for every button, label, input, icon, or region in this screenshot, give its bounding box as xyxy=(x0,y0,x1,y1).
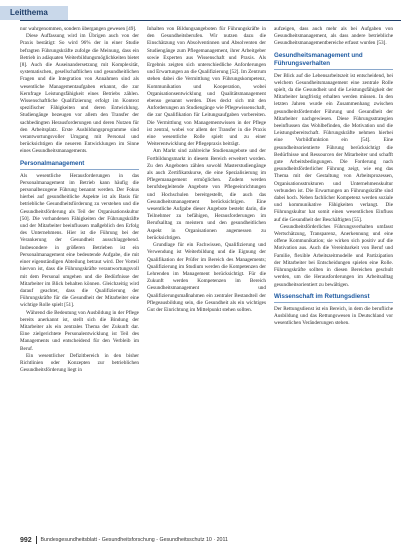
paragraph: Während die Bedeutung von Ausbildung in der Pflege bereits anerkannt ist, stellt sich die Bindung der Mitarbeiter als ein zentrales Thema der Zukunft dar. Eine zielgerichtete Personalentwicklung ist Teil des Managements und entscheidend für den Verbleib im Beruf. xyxy=(20,309,139,352)
paragraph: Grundlage für ein Fachwissen, Qualifizierung und Verwendung ist Weiterbildung und die Eignung der Qualifikation der Prüfer im Bereich des Managements; Qualifizierung im Studium werden die Kompetenzen der Lehrenden im Management berücksichtigt. Für die Zukunft werden Kompetenzen im Bereich Gesundheitsmanagement und Qualifizierungsmaßnahmen ein zentraler Bestandteil der Pflegeausbildung sein, die Gesundheit als ein wichtiges Gut der Einrichtung im Mittelpunkt stehen sollten. xyxy=(147,242,266,313)
header-rule xyxy=(20,20,401,21)
paragraph: Am Markt sind zahlreiche Studienangebote und der Fortbildungsmarkt in diesem Bereich erweitert worden. Zu den Angeboten zählen sowohl Masterstudiengänge als auch Zertifikatskurse, die eine Spezialisierung im Pflegemanagement ermöglichen. Zudem werden berufsbegleitende Angebote von Pflegeeinrichtungen und Hochschulen bereitgestellt, die auch das Gesundheitsmanagement berücksichtigen. Eine wesentliche Aufgabe dieser Angebote besteht darin, die Teilnehmer zu befähigen, Herausforderungen im Berufsalltag zu meistern und den gesundheitlichen Aspekt in Organisationen angemessen zu berücksichtigen. xyxy=(147,148,266,241)
paragraph: Als wesentliche Herausforderungen in das Personalmanagement im Betrieb kann häufig die personalbezogene Führung benannt werden. Der Fokus hierbei auf gesundheitliche Aspekte ist als Basis für betriebliche Gesundheitsförderung zu verstehen und die Gesundheitsförderung als Teil der Organisationskultur [50]. Die vorhandenen Fähigkeiten der Führungskräfte und der Mitarbeiter beeinflussen maßgeblich den Erfolg des Unternehmens. Hier ist die Führung bei der Verankerung der Gesundheit ausschlaggebend. Insbesondere in größeren Betrieben ist ein Personalmanagement eine bedeutende Aufgabe, die mit einer eigenständigen Abteilung betraut wird. Der Vorteil hiervon ist, dass die Führungskräfte verantwortungsvoll mit dem Personal umgehen und die Bedürfnisse der Mitarbeiter im Blick behalten können. Gleichzeitig wird darauf geachtet, dass die Qualifizierung der Führungskräfte für die Gesundheit der Mitarbeiter eine wichtige Rolle spielt [51]. xyxy=(20,172,139,309)
paragraph: Gesundheitsförderliches Führungsverhalten umfasst Wertschätzung, Transparenz, Anerkennung und eine offene Kommunikation; sie wirken sich positiv auf die Motivation aus. Auch die Vereinbarkeit von Beruf und Familie, flexible Arbeitszeitmodelle und Partizipation der Mitarbeiter bei Entscheidungen spielen eine Rolle. Führungskräfte sollten in diesen Bereichen geschult werden, um die Herausforderungen im Arbeitsalltag gesundheitsorientiert zu bewältigen. xyxy=(274,223,393,288)
text-column-3 xyxy=(274,26,393,327)
paragraph: Der Blick auf die Lebensarbeitszeit ist entscheidend, bei welchem Gesundheitsmanagement eine zentrale Rolle spielt, da die Gesundheit und die Leistungsfähigkeit der Mitarbeiter langfristig erhalten werden müssen. In den letzten Jahren wurde ein Zusammenhang zwischen gesundheitsfördernder Führung und Gesundheit der Mitarbeiter nachgewiesen. Diese Führungsstrategien beeinflussen das Wohlbefinden, die Motivation und die Leistungsbereitschaft. Führungskräfte nehmen hierbei eine Vorbildfunktion ein [54]. Eine gesundheitsorientierte Führung berücksichtigt die Bedürfnisse und Ressourcen der Mitarbeiter und schafft gute Arbeitsbedingungen. Die Forderung nach gesundheitsförderlicher Führung zeigt, wie eng das Thema mit der Gestaltung von Arbeitsprozessen, Organisationsstrukturen und Unternehmenskultur verbunden ist. Die Erwartungen an Führungskräfte sind dabei hoch. Neben fachlicher Kompetenz werden soziale und kommunikative Fähigkeiten verlangt. Die Führungskultur hat somit einen wesentlichen Einfluss auf die Gesundheit der Beschäftigten [55]. xyxy=(274,72,393,223)
paragraph: Diese Auffassung wird im Übrigen auch von der Praxis bestätigt: So wird 96% der in einer Studie befragten Führungskräfte zufolge die Meinung, dass ein Betrieb in adäquaten Weiterbildungsmöglichkeiten bietet [8]. Auch die Auseinandersetzung mit Komplexität, systematischen, gesellschaftlichen und gesundheitlichen Fragen und die Integration von Annahmen sind als wesentliche Managementaufgaben erkannt, die zur Kernfrage Leistungsfähigkeit eines Betriebs zählen. Wissenschaftliche Qualifizierung erfolgt im Kontext spezifischer Fähigkeiten und deren Entwicklung. Studiengänge bezeugen vor allem den Transfer der sachbedingten Herausforderungen und deren Nutzen für den Arbeitsplatz. Erste Ausbildungsprogramme sind verantwortungsvoller Umgang mit Personal und berücksichtigen die neueren Entwicklungen im Sinne eines Gesundheitsmanagements. xyxy=(20,33,139,155)
section-heading: Wissenschaft im Rettungsdienst xyxy=(274,293,393,303)
section-heading: Personalmanagement xyxy=(20,160,139,170)
page-footer xyxy=(20,535,401,545)
page-number: 992 xyxy=(20,536,32,544)
paragraph: Inhalten von Bildungsangeboten für Führungskräfte in den Gesundheitsberufen. Wir nutzen dazu die Einschätzung von Absolventinnen und Absolventen der Studiengänge zum Pflegemanagement, ihrer Arbeitgeber sowie Experten aus Wissenschaft und Praxis. Als Ergebnis zeigten sich unterschiedliche Anforderungen und Erwartungen an die Qualifizierung [52]. Im Zentrum stehen dabei die Vermittlung von Führungskompetenz, Kommunikation und Kooperation, wobei Organisationsentwicklung und Qualitätsmanagement ebenso genannt werden. Dies deckt sich mit den Anforderungen an Studiengänge wie Pflegewissenschaft, die zur Qualifikation für Leitungsaufgaben vorbereiten. Die Vermittlung von Managementwissen in der Pflege ist zentral, wobei vor allem der Transfer in die Praxis eine wesentliche Rolle spielt und zu einer Weiterentwicklung der Pflegepraxis beiträgt. xyxy=(147,26,266,148)
text-column-1 xyxy=(20,26,139,374)
footer-divider xyxy=(36,536,37,544)
paragraph: nur wahrgenommen, sondern übergangen gewesen [49]. xyxy=(20,26,137,32)
paragraph: aufzeigen, dass auch mehr als bei Aufgaben von Gesundheitsmanagement, als dass andere betriebliche Gesundheitsmanagementbereiche erfasst wurden [53]. xyxy=(274,26,393,47)
paragraph: Der Rettungsdienst ist ein Bereich, in dem die berufliche Ausbildung und das Rettungswesen in Deutschland vor wesentlichen Veränderungen stehen. xyxy=(274,305,393,327)
text-column-2 xyxy=(147,26,266,314)
paragraph: Ein wesentlicher Defizitbereich in den bisher Richtlinien oder Konzepten zur betrieblichen Gesundheitsförderung liegt in xyxy=(20,352,139,374)
journal-citation: Bundesgesundheitsblatt - Gesundheitsforschung - Gesundheitsschutz 10 · 2011 xyxy=(40,537,228,543)
section-label: Leitthema xyxy=(0,6,68,20)
section-heading: Gesundheitsmanagement und Führungsverhalten xyxy=(274,52,393,70)
